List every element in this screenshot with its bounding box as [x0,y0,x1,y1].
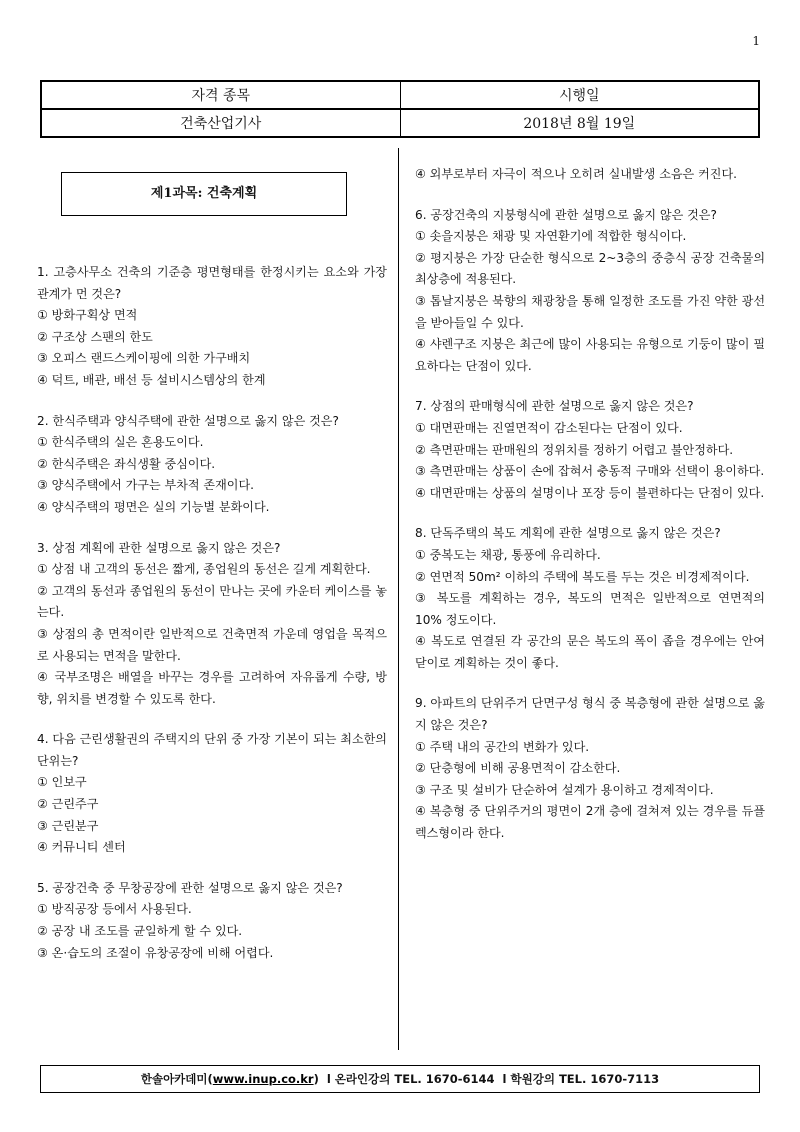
question-stem: 8. 단독주택의 복도 계획에 관한 설명으로 옳지 않은 것은? [415,526,721,541]
question-4 [37,729,387,859]
qualification-value: 건축산업기사 [41,109,400,137]
option-1: ① 방화구획상 면적 [37,308,138,323]
option-4: ④ 덕트, 배관, 배선 등 설비시스템상의 한계 [37,372,266,387]
question-stem: 4. 다음 근린생활권의 주택지의 단위 중 가장 기본이 되는 최소한의 단위는? [37,732,387,768]
right-column [415,164,765,845]
footer-org: 한솔아카데미( [140,1072,213,1086]
question-stem: 6. 공장건축의 지붕형식에 관한 설명으로 옳지 않은 것은? [415,207,717,222]
option-2: ② 근린주구 [37,797,99,812]
left-column [37,164,387,964]
option-2: ② 한식주택은 좌식생활 중심이다. [37,456,216,471]
option-3: ③ 구조 및 설비가 단순하여 설계가 용이하고 경제적이다. [415,782,714,797]
option-2: ② 고객의 동선과 종업원의 동선이 만나는 곳에 카운터 케이스를 놓는다. [37,583,387,620]
option-4: ④ 복도로 연결된 각 공간의 문은 복도의 폭이 좁을 경우에는 안여닫이로 계획하는 것이 좋다. [415,634,765,670]
option-3: ③ 톱날지붕은 북향의 채광창을 통해 일정한 조도를 가진 약한 광선을 받아들일 수 있다. [415,293,765,330]
option-4: ④ 커뮤니티 센터 [37,840,126,855]
question-stem: 9. 아파트의 단위주거 단면구성 형식 중 복층형에 관한 설명으로 옳지 않은 것은? [415,696,765,733]
column-divider [398,148,399,1050]
question-9 [415,693,765,844]
question-2 [37,411,387,519]
option-1: ① 솟을지붕은 채광 및 자연환기에 적합한 형식이다. [415,229,687,244]
option-1: ① 대면판매는 진열면적이 감소된다는 단점이 있다. [415,420,683,435]
question-stem: 3. 상점 계획에 관한 설명으로 옳지 않은 것은? [37,540,281,555]
qualification-label: 자격 종목 [41,81,400,109]
option-3: ③ 양식주택에서 가구는 부차적 존재이다. [37,478,254,493]
option-2: ② 구조상 스팬의 한도 [37,329,153,344]
option-3: ③ 근린분구 [37,818,99,833]
exam-date-value: 2018년 8월 19일 [400,109,759,137]
option-3: ③ 복도를 계획하는 경우, 복도의 면적은 일반적으로 연면적의 10% 정도이다. [415,591,765,627]
question-6 [415,205,765,378]
option-2: ② 연면적 50m² 이하의 주택에 복도를 두는 것은 비경제적이다. [415,569,750,584]
option-3: ③ 상점의 총 면적이란 일반적으로 건축면적 가운데 영업을 목적으로 사용되는 면적을 말한다. [37,626,387,663]
question-8 [415,523,765,674]
option-3: ③ 온·습도의 조절이 유창공장에 비해 어렵다. [37,945,274,960]
option-1: ① 방직공장 등에서 사용된다. [37,902,192,917]
exam-date-label: 시행일 [400,81,759,109]
option-1: ① 중복도는 채광, 통풍에 유리하다. [415,547,601,562]
question-5 [37,878,387,964]
question-stem: 7. 상점의 판매형식에 관한 설명으로 옳지 않은 것은? [415,399,694,414]
option-4: ④ 샤렌구조 지붕은 최근에 많이 사용되는 유형으로 기둥이 많이 필요하다는 단점이 있다. [415,337,765,373]
question-stem: 2. 한식주택과 양식주택에 관한 설명으로 옳지 않은 것은? [37,413,339,428]
option-2: ② 평지붕은 가장 단순한 형식으로 2~3층의 중층식 공장 건축물의 최상층에 적용된다. [415,250,765,287]
footer-contact: ) l 온라인강의 TEL. 1670-6144 l 학원강의 TEL. 1670-7113 [313,1072,660,1086]
option-2: ② 공장 내 조도를 균일하게 할 수 있다. [37,924,243,939]
option-4: ④ 외부로부터 자극이 적으나 오히려 실내발생 소음은 커진다. [415,167,737,181]
option-1: ① 인보구 [37,775,87,790]
question-3 [37,538,387,711]
option-3: ③ 오피스 랜드스케이핑에 의한 가구배치 [37,351,251,366]
page-number: 1 [752,34,760,48]
option-2: ② 측면판매는 판매원의 정위치를 정하기 어렵고 불안정하다. [415,442,734,457]
option-4: ④ 복층형 중 단위주거의 평면이 2개 층에 걸쳐져 있는 경우를 듀플렉스형이라 한다. [415,804,765,841]
option-4: ④ 대면판매는 상품의 설명이나 포장 등이 불편하다는 단점이 있다. [415,485,765,500]
question-stem: 1. 고층사무소 건축의 기준층 평면형태를 한정시키는 요소와 가장 관계가 먼 것은? [37,265,387,301]
option-1: ① 한식주택의 실은 혼용도이다. [37,435,204,450]
option-3: ③ 측면판매는 상품이 손에 잡혀서 충동적 구매와 선택이 용이하다. [415,464,765,479]
option-4: ④ 국부조명은 배열을 바꾸는 경우를 고려하여 자유롭게 수량, 방향, 위치를 변경할 수 있도록 한다. [37,670,387,706]
academy-website-link[interactable]: www.inup.co.kr [212,1072,314,1086]
exam-info-table [40,80,760,138]
question-1 [37,262,387,392]
footer-bar [40,1065,760,1093]
subject-title: 제1과목: 건축계획 [61,172,347,216]
question-5-continued [415,164,765,186]
question-7 [415,396,765,504]
option-1: ① 주택 내의 공간의 변화가 있다. [415,739,590,754]
option-2: ② 단층형에 비해 공용면적이 감소한다. [415,761,621,776]
option-4: ④ 양식주택의 평면은 실의 기능별 분화이다. [37,499,270,514]
question-stem: 5. 공장건축 중 무창공장에 관한 설명으로 옳지 않은 것은? [37,880,343,895]
option-1: ① 상점 내 고객의 동선은 짧게, 종업원의 동선은 길게 계획한다. [37,562,371,577]
